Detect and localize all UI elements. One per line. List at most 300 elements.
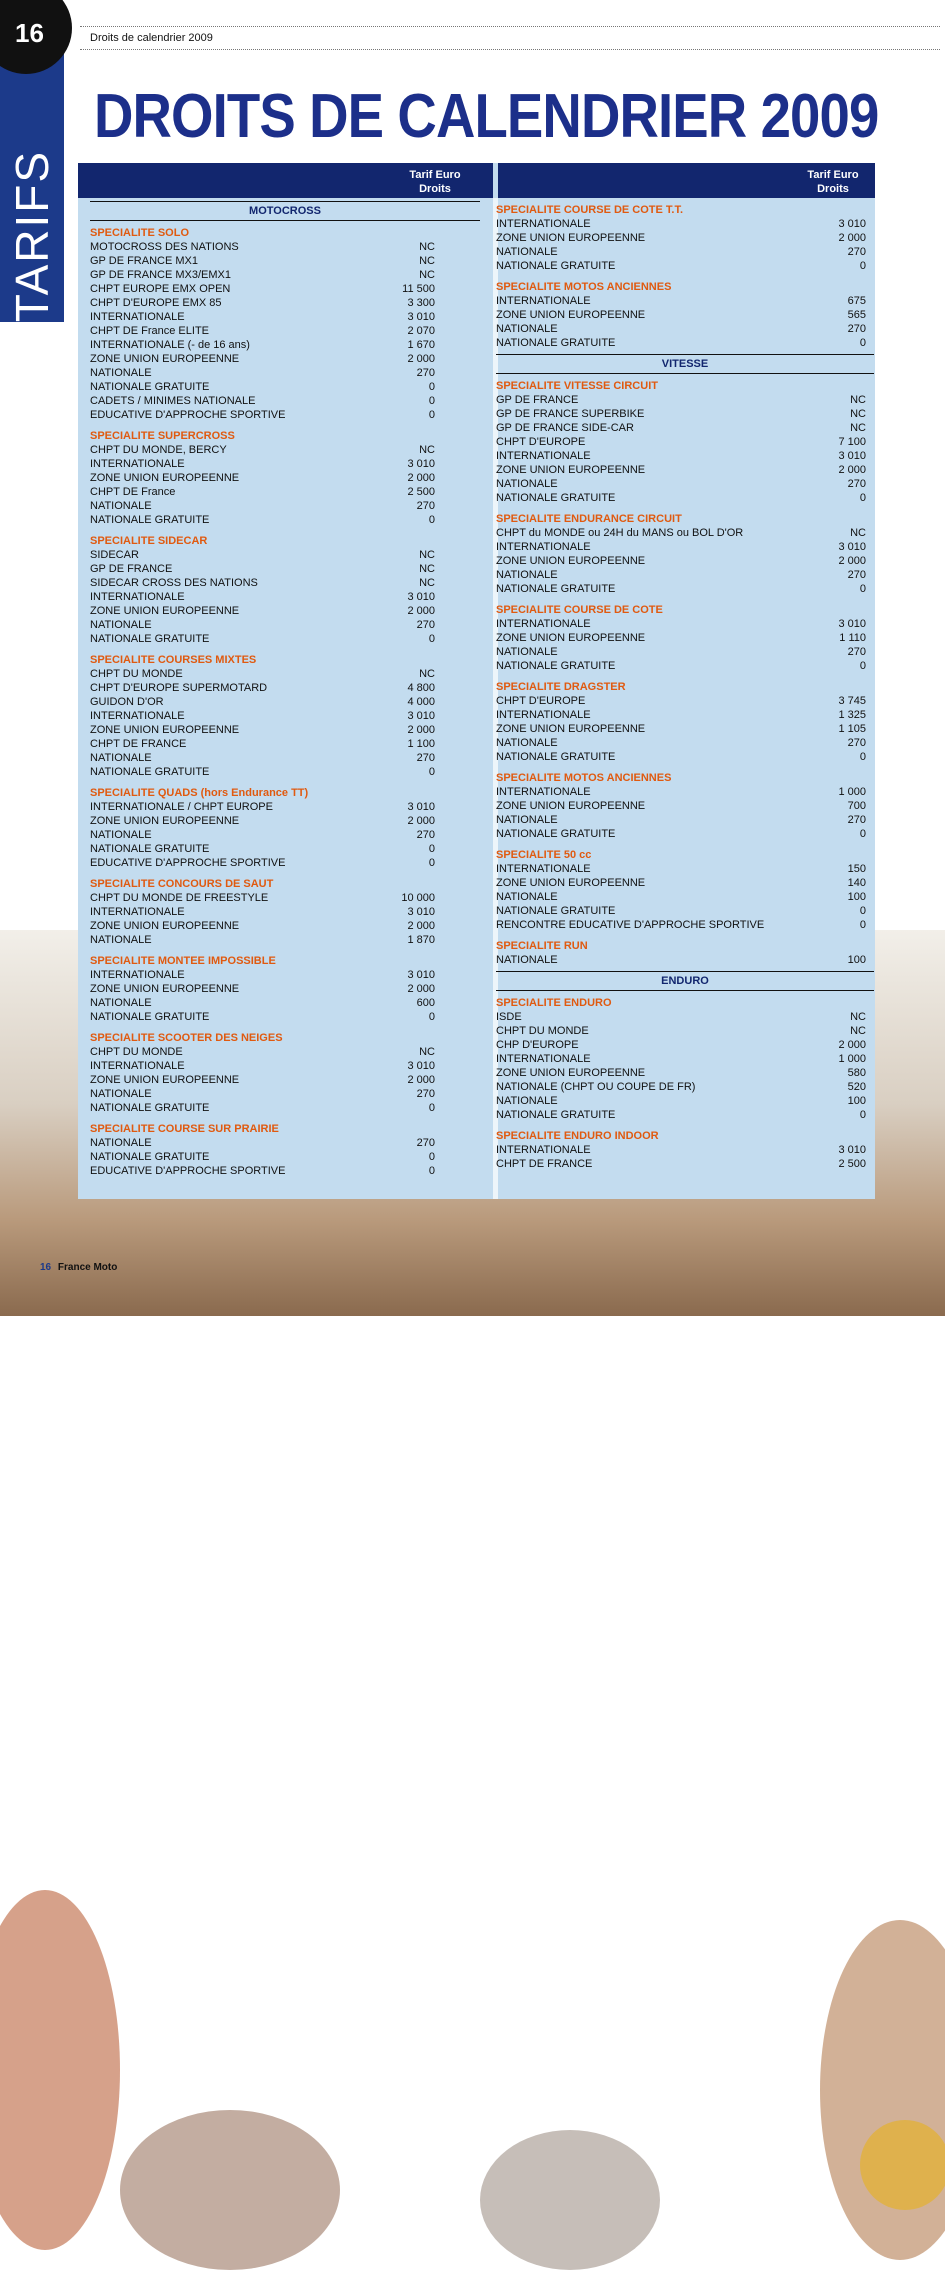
section-header [496,971,874,993]
table-row [496,1157,874,1171]
row-label: ZONE UNION EUROPEENNE [496,723,646,735]
row-value: 0 [859,919,866,931]
row-value: 1 870 [407,934,435,946]
row-value: NC [419,269,435,281]
table-row [496,582,874,596]
table-row [90,842,480,856]
row-value: NC [850,1011,866,1023]
table-row [90,562,480,576]
table-row [496,308,874,322]
table-row [90,1087,480,1101]
rider-silhouette [0,1890,120,2250]
tariff-group [90,786,480,870]
table-row [90,709,480,723]
row-value: NC [419,577,435,589]
row-label: ZONE UNION EUROPEENNE [496,877,646,889]
row-label: NATIONALE [496,323,558,335]
row-label: NATIONALE [496,646,558,658]
table-row [496,421,874,435]
table-row [496,918,874,932]
table-row [496,813,874,827]
row-value: 2 000 [407,815,435,827]
row-value: 270 [847,646,866,658]
table-row [90,338,480,352]
table-row [90,1059,480,1073]
table-row [90,800,480,814]
table-row [496,862,874,876]
section-title: ENDURO [661,975,709,987]
row-value: 0 [428,633,435,645]
row-value: 0 [859,492,866,504]
table-row [496,1066,874,1080]
group-title: SPECIALITE SUPERCROSS [90,430,235,442]
row-label: INTERNATIONALE [90,906,185,918]
row-label: ZONE UNION EUROPEENNE [90,353,240,365]
group-title: SPECIALITE RUN [496,940,588,952]
row-value: 2 000 [838,232,866,244]
table-row [90,282,480,296]
section-rule [496,373,874,374]
tariff-group [90,1122,480,1178]
tariff-group [496,680,874,764]
table-row [90,366,480,380]
row-label: NATIONALE [90,934,152,946]
tariff-group [90,429,480,527]
row-value: 3 010 [838,1144,866,1156]
table-row [496,708,874,722]
row-value: 270 [416,752,435,764]
row-label: INTERNATIONALE [90,710,185,722]
table-row [90,632,480,646]
row-value: 2 500 [407,486,435,498]
row-value: 3 010 [838,218,866,230]
column-header-line1: Tarif Euro [807,169,859,181]
section-rule [496,971,874,972]
group-title: SPECIALITE CONCOURS DE SAUT [90,878,274,890]
table-row [496,554,874,568]
row-label: ZONE UNION EUROPEENNE [496,1067,646,1079]
tariff-group [90,877,480,947]
column-header-line2: Droits [817,183,849,195]
table-row [496,736,874,750]
table-row [90,296,480,310]
row-value: 7 100 [838,436,866,448]
row-label: INTERNATIONALE [90,1060,185,1072]
row-label: ZONE UNION EUROPEENNE [496,464,646,476]
row-value: NC [850,422,866,434]
table-row [90,408,480,422]
row-label: CHPT DE FRANCE [90,738,187,750]
table-row [90,905,480,919]
row-value: NC [850,1025,866,1037]
table-row [90,982,480,996]
table-row [496,904,874,918]
table-row [496,631,874,645]
row-value: 270 [416,367,435,379]
row-label: NATIONALE [90,619,152,631]
row-label: INTERNATIONALE [496,218,591,230]
row-value: 0 [859,337,866,349]
row-value: NC [850,527,866,539]
row-label: INTERNATIONALE (- de 16 ans) [90,339,250,351]
table-row [90,380,480,394]
row-value: 270 [416,829,435,841]
group-title: SPECIALITE ENDURO [496,997,612,1009]
column-header-left [78,163,493,198]
group-title: SPECIALITE SIDECAR [90,535,208,547]
table-row [496,694,874,708]
table-row [90,814,480,828]
tariff-group [90,226,480,422]
row-label: INTERNATIONALE [90,458,185,470]
row-label: INTERNATIONALE [496,295,591,307]
group-title: SPECIALITE 50 cc [496,849,592,861]
row-value: 11 500 [402,283,435,295]
row-value: 100 [847,891,866,903]
row-label: EDUCATIVE D'APPROCHE SPORTIVE [90,857,286,869]
section-header [496,354,874,376]
row-value: 0 [428,843,435,855]
table-row [90,268,480,282]
row-label: NATIONALE [496,737,558,749]
row-value: 1 110 [839,632,866,644]
row-label: NATIONALE [90,500,152,512]
row-value: 270 [416,500,435,512]
row-value: NC [419,668,435,680]
row-value: NC [419,444,435,456]
row-label: INTERNATIONALE [496,541,591,553]
row-value: 0 [428,1151,435,1163]
row-label: RENCONTRE EDUCATIVE D'APPROCHE SPORTIVE [496,919,765,931]
table-row [496,1010,874,1024]
side-tab [0,50,64,322]
row-value: 1 105 [838,723,866,735]
row-label: NATIONALE GRATUITE [496,337,616,349]
row-label: ZONE UNION EUROPEENNE [90,724,240,736]
table-row [496,799,874,813]
group-title: SPECIALITE COURSE DE COTE T.T. [496,204,684,216]
table-row [496,827,874,841]
row-label: CHPT D'EUROPE [496,436,586,448]
row-label: SIDECAR [90,549,139,561]
row-value: 0 [859,905,866,917]
row-value: 270 [847,737,866,749]
table-row [90,548,480,562]
table-row [496,645,874,659]
table-row [90,310,480,324]
page-title: DROITS DE CALENDRIER 2009 [94,82,879,151]
table-row [496,463,874,477]
row-label: CHPT DE France [90,486,176,498]
row-value: 3 010 [407,311,435,323]
row-value: 0 [428,766,435,778]
row-label: NATIONALE GRATUITE [90,1151,210,1163]
row-value: 3 010 [407,969,435,981]
table-row [496,435,874,449]
row-value: 4 000 [407,696,435,708]
table-row [496,491,874,505]
row-value: 675 [847,295,866,307]
table-row [90,1136,480,1150]
section-title: VITESSE [661,358,709,370]
table-row [90,856,480,870]
table-row [90,324,480,338]
row-label: INTERNATIONALE [90,969,185,981]
row-value: 10 000 [401,892,435,904]
row-label: ZONE UNION EUROPEENNE [496,632,646,644]
row-label: GP DE FRANCE SUPERBIKE [496,408,645,420]
row-value: NC [419,1046,435,1058]
table-row [90,723,480,737]
tariff-group [496,939,874,967]
row-value: 0 [428,1102,435,1114]
page-number: 16 [15,18,44,48]
row-value: 2 000 [838,1039,866,1051]
section-rule [496,990,874,991]
row-label: ZONE UNION EUROPEENNE [496,309,646,321]
row-label: NATIONALE GRATUITE [90,381,210,393]
row-label: CHPT DU MONDE [90,1046,183,1058]
row-label: NATIONALE [496,814,558,826]
row-label: NATIONALE [90,829,152,841]
section-header [90,201,480,223]
row-value: 0 [428,381,435,393]
row-label: NATIONALE [496,954,558,966]
row-value: 700 [847,800,866,812]
row-label: NATIONALE GRATUITE [90,766,210,778]
left-column [90,201,480,1178]
row-label: NATIONALE GRATUITE [496,260,616,272]
row-label: CHPT D'EUROPE [496,695,586,707]
row-label: NATIONALE (CHPT OU COUPE DE FR) [496,1081,696,1093]
table-row [90,485,480,499]
row-value: 2 070 [407,325,435,337]
row-label: ZONE UNION EUROPEENNE [90,605,240,617]
row-value: 3 745 [838,695,866,707]
row-value: 2 000 [407,724,435,736]
row-label: CADETS / MINIMES NATIONALE [90,395,256,407]
row-label: NATIONALE GRATUITE [90,1102,210,1114]
row-value: 1 000 [838,786,866,798]
tariff-group [90,534,480,646]
table-row [496,750,874,764]
row-value: 3 010 [838,541,866,553]
group-title: SPECIALITE MOTOS ANCIENNES [496,772,672,784]
row-label: INTERNATIONALE [496,618,591,630]
row-value: 2 000 [407,920,435,932]
row-label: CHPT DE France ELITE [90,325,209,337]
table-row [496,659,874,673]
row-label: ZONE UNION EUROPEENNE [496,232,646,244]
row-value: 0 [428,514,435,526]
number-plate [860,2120,945,2210]
table-row [90,499,480,513]
table-row [90,604,480,618]
row-label: SIDECAR CROSS DES NATIONS [90,577,258,589]
row-value: 3 010 [407,591,435,603]
row-label: NATIONALE [496,569,558,581]
row-value: NC [419,255,435,267]
row-value: 270 [847,246,866,258]
rider-silhouette [120,2110,340,2270]
row-label: NATIONALE GRATUITE [90,843,210,855]
row-label: NATIONALE [496,1095,558,1107]
row-value: 3 010 [838,618,866,630]
row-label: ISDE [496,1011,522,1023]
row-label: NATIONALE GRATUITE [90,633,210,645]
row-value: 1 000 [838,1053,866,1065]
running-header: Droits de calendrier 2009 [90,32,213,44]
row-label: NATIONALE GRATUITE [496,583,616,595]
group-title: SPECIALITE SCOOTER DES NEIGES [90,1032,283,1044]
row-value: 2 000 [838,464,866,476]
row-label: NATIONALE [496,478,558,490]
table-row [90,891,480,905]
row-label: CHPT DU MONDE DE FREESTYLE [90,892,269,904]
table-row [496,1024,874,1038]
column-header-right [498,163,875,198]
table-row [496,540,874,554]
row-value: 0 [428,395,435,407]
group-title: SPECIALITE SOLO [90,227,190,239]
row-value: 0 [859,660,866,672]
table-row [90,352,480,366]
row-label: INTERNATIONALE [496,450,591,462]
row-label: INTERNATIONALE / CHPT EUROPE [90,801,273,813]
table-row [496,722,874,736]
row-label: NATIONALE GRATUITE [496,492,616,504]
row-label: INTERNATIONALE [90,311,185,323]
table-row [90,1150,480,1164]
group-title: SPECIALITE MOTOS ANCIENNES [496,281,672,293]
row-label: ZONE UNION EUROPEENNE [496,555,646,567]
row-label: GP DE FRANCE MX1 [90,255,198,267]
row-value: 0 [428,857,435,869]
row-value: 2 000 [407,983,435,995]
row-value: 3 010 [838,450,866,462]
row-value: 2 000 [838,555,866,567]
table-row [496,245,874,259]
group-title: SPECIALITE QUADS (hors Endurance TT) [90,787,309,799]
row-label: EDUCATIVE D'APPROCHE SPORTIVE [90,409,286,421]
row-label: NATIONALE [90,367,152,379]
column-header-line2: Droits [419,183,451,195]
table-row [496,1052,874,1066]
row-value: 3 010 [407,710,435,722]
table-row [496,449,874,463]
row-value: 3 010 [407,801,435,813]
table-row [496,1094,874,1108]
row-label: NATIONALE GRATUITE [496,660,616,672]
row-label: EDUCATIVE D'APPROCHE SPORTIVE [90,1165,286,1177]
row-value: NC [850,394,866,406]
header-rule [80,49,940,50]
row-value: 0 [428,1011,435,1023]
row-label: MOTOCROSS DES NATIONS [90,241,239,253]
row-value: 1 100 [407,738,435,750]
row-label: ZONE UNION EUROPEENNE [90,472,240,484]
page-footer [40,1262,117,1273]
row-label: NATIONALE [90,1137,152,1149]
row-value: 0 [859,1109,866,1121]
row-value: NC [419,241,435,253]
section-rule [90,220,480,221]
tariff-group [496,771,874,841]
table-row [90,919,480,933]
row-value: 270 [416,1088,435,1100]
row-value: 3 010 [407,458,435,470]
row-label: GP DE FRANCE SIDE-CAR [496,422,634,434]
table-row [90,254,480,268]
row-label: CHPT DU MONDE [90,668,183,680]
row-label: CHPT DE FRANCE [496,1158,593,1170]
tariff-group [496,848,874,932]
row-label: CHPT D'EUROPE SUPERMOTARD [90,682,268,694]
row-label: NATIONALE [496,891,558,903]
table-row [90,968,480,982]
footer-magazine: France Moto [57,1262,118,1273]
section-rule [496,354,874,355]
table-row [90,1010,480,1024]
table-row [90,1164,480,1178]
group-title: SPECIALITE ENDURO INDOOR [496,1130,659,1142]
tariff-group [496,996,874,1122]
row-label: INTERNATIONALE [90,591,185,603]
table-row [496,1038,874,1052]
row-value: 270 [847,478,866,490]
row-value: 270 [847,814,866,826]
table-row [90,457,480,471]
row-label: ZONE UNION EUROPEENNE [90,983,240,995]
row-label: INTERNATIONALE [496,863,591,875]
column-header-label [798,168,868,196]
row-label: NATIONALE [90,752,152,764]
table-row [496,1143,874,1157]
rider-silhouette [820,1920,945,2260]
row-label: NATIONALE [496,246,558,258]
tariff-group [496,1129,874,1171]
row-label: CHP D'EUROPE [496,1039,579,1051]
dust-cloud [480,2130,660,2270]
header-rule [80,26,940,27]
table-row [90,1073,480,1087]
row-label: NATIONALE [90,1088,152,1100]
table-row [90,1045,480,1059]
row-label: INTERNATIONALE [496,709,591,721]
table-row [90,576,480,590]
row-value: 2 000 [407,605,435,617]
tariff-table [78,163,875,1199]
table-row [496,568,874,582]
row-label: CHPT DU MONDE [496,1025,589,1037]
row-label: ZONE UNION EUROPEENNE [90,920,240,932]
row-value: 2 000 [407,472,435,484]
table-row [90,513,480,527]
table-row [90,737,480,751]
table-row [496,393,874,407]
table-row [496,259,874,273]
table-row [496,1108,874,1122]
row-value: 2 500 [838,1158,866,1170]
row-value: NC [419,563,435,575]
section-title: MOTOCROSS [249,205,321,217]
row-label: CHPT DU MONDE, BERCY [90,444,227,456]
section-rule [90,201,480,202]
row-value: NC [419,549,435,561]
row-label: CHPT D'EUROPE EMX 85 [90,297,222,309]
row-value: NC [850,408,866,420]
row-value: 150 [847,863,866,875]
